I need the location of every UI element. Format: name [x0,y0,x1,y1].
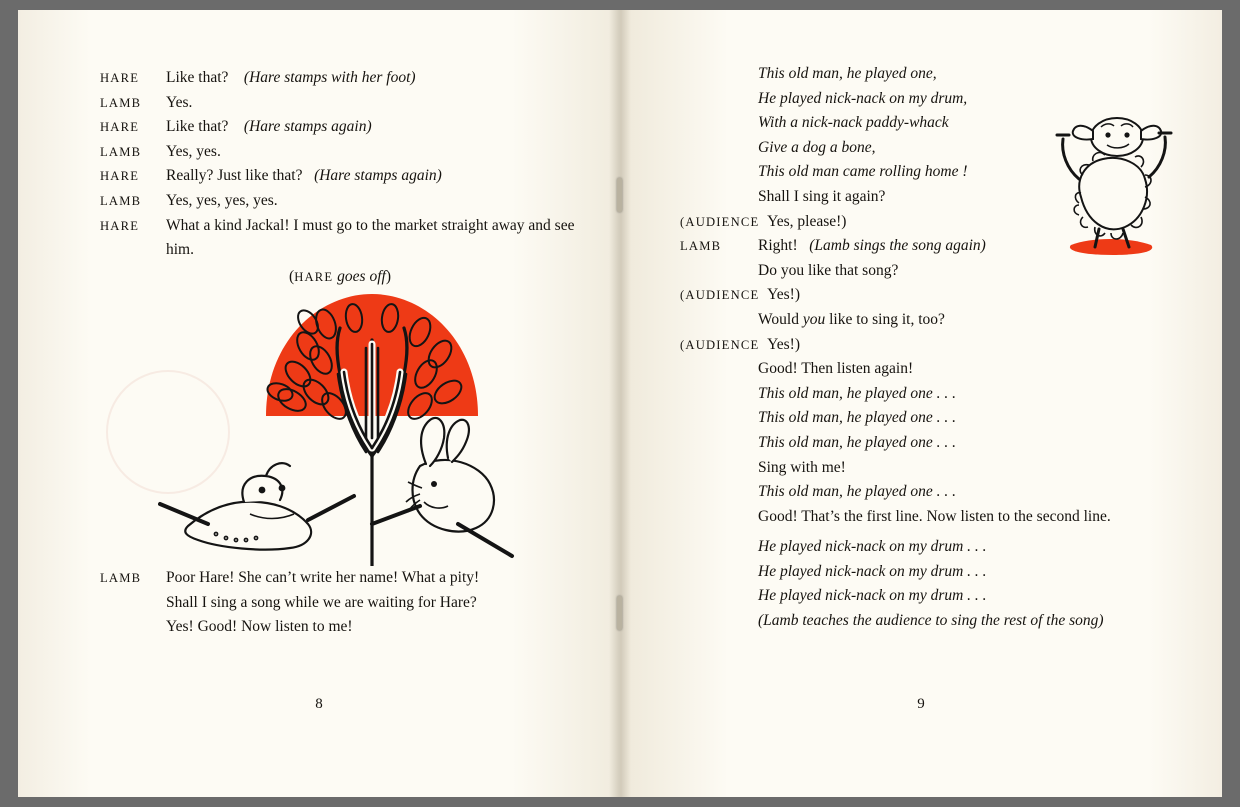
song-line: With a nick-nack paddy-whack [758,114,949,132]
dialogue-line [100,140,580,165]
dialogue-text: Shall I sing a song while we are waiting for Hare? [166,593,477,611]
stage-direction: (Lamb sings the song again) [809,237,986,255]
left-page [18,10,620,797]
dialogue-text: Really? Just like that? [166,167,303,185]
stage-direction: (Hare stamps again) [243,118,372,136]
song-line: He played nick-nack on my drum . . . [758,562,987,580]
speaker-label: HARE [100,218,140,233]
song-line: This old man, he played one . . . [758,483,957,501]
stage-direction: (Hare stamps with her foot) [243,69,416,86]
speaker-label: HARE [100,120,140,135]
audience-line [680,333,1150,358]
stage-direction: (Lamb teaches the audience to sing the rest of the song) [758,612,1104,630]
song-line: He played nick-nack on my drum . . . [758,587,987,605]
stage-direction-speaker: HARE [294,269,334,284]
illustration-tree-scene [158,288,548,566]
dialogue-line: Shall I sing it again? [758,187,886,205]
dialogue-line: Good! That’s the first line. Now listen to the second line. [758,507,1111,525]
dialogue-text: Yes, yes. [166,142,221,160]
song-line: This old man, he played one . . . [758,433,957,451]
speaker-label: LAMB [100,571,142,585]
left-page-text-block [100,66,580,289]
dialogue-text: Yes!) [767,335,800,353]
dialogue-text: Yes, yes, yes, yes. [166,191,278,209]
speaker-label: LAMB [100,95,142,110]
song-line: This old man, he played one, [758,65,937,82]
dialogue-line [100,214,580,263]
speaker-label: (AUDIENCE [680,337,760,352]
dialogue-line [680,308,1150,333]
speaker-label: LAMB [680,239,722,254]
dialogue-text: Yes, please!) [767,212,847,230]
dialogue-text: Like that? [166,69,229,86]
dialogue-line: Do you like that song? [758,261,899,279]
dialogue-text: Yes!) [767,286,800,304]
page-number-left: 8 [315,696,323,712]
stage-direction-text: goes off [337,267,386,285]
speaker-label: LAMB [100,144,142,159]
dialogue-line [100,566,582,591]
dialogue-text-post: like to sing it, too? [825,310,945,328]
speaker-label: (AUDIENCE [680,214,760,229]
dialogue-line [100,591,582,616]
dialogue-text: Poor Hare! She can’t write her name! What a pity! [166,569,480,586]
dialogue-line [680,234,1150,259]
speaker-label: HARE [100,169,140,184]
dialogue-text-pre: Would [758,310,803,328]
stage-direction: (Hare stamps again) [314,167,442,185]
dialogue-line: Sing with me! [758,458,846,476]
dialogue-text: What a kind Jackal! I must go to the market straight away and see him. [166,216,575,259]
audience-line [680,210,1150,235]
dialogue-text: Like that? [166,118,229,136]
dialogue-line [100,189,580,214]
song-line: Give a dog a bone, [758,138,876,156]
left-page-text-block-lower [100,566,582,640]
dialogue-text: Yes. [166,93,193,111]
centered-stage-direction: (HARE goes off) [100,265,580,290]
dialogue-text: Right! [758,237,798,255]
dialogue-line [100,91,580,116]
speaker-label: (AUDIENCE [680,288,760,303]
song-line: He played nick-nack on my drum . . . [758,538,987,556]
dialogue-line [100,66,580,91]
dialogue-line: Good! Then listen again! [758,360,914,378]
open-book [18,10,1222,797]
right-page-text-block [680,62,1150,634]
dialogue-text: Yes! Good! Now listen to me! [166,618,353,636]
dialogue-line [100,164,580,189]
song-line: This old man, he played one . . . [758,384,957,402]
audience-line [680,283,1150,308]
right-page [620,10,1222,797]
speaker-label: LAMB [100,193,142,208]
dialogue-line [100,115,580,140]
emphasis-word: you [802,310,826,328]
page-number-right: 9 [917,696,925,712]
dialogue-line [100,615,582,640]
speaker-label: HARE [100,71,140,85]
song-line: He played nick-nack on my drum, [758,89,968,107]
song-line: This old man, he played one . . . [758,409,957,427]
song-line: This old man came rolling home ! [758,163,968,181]
